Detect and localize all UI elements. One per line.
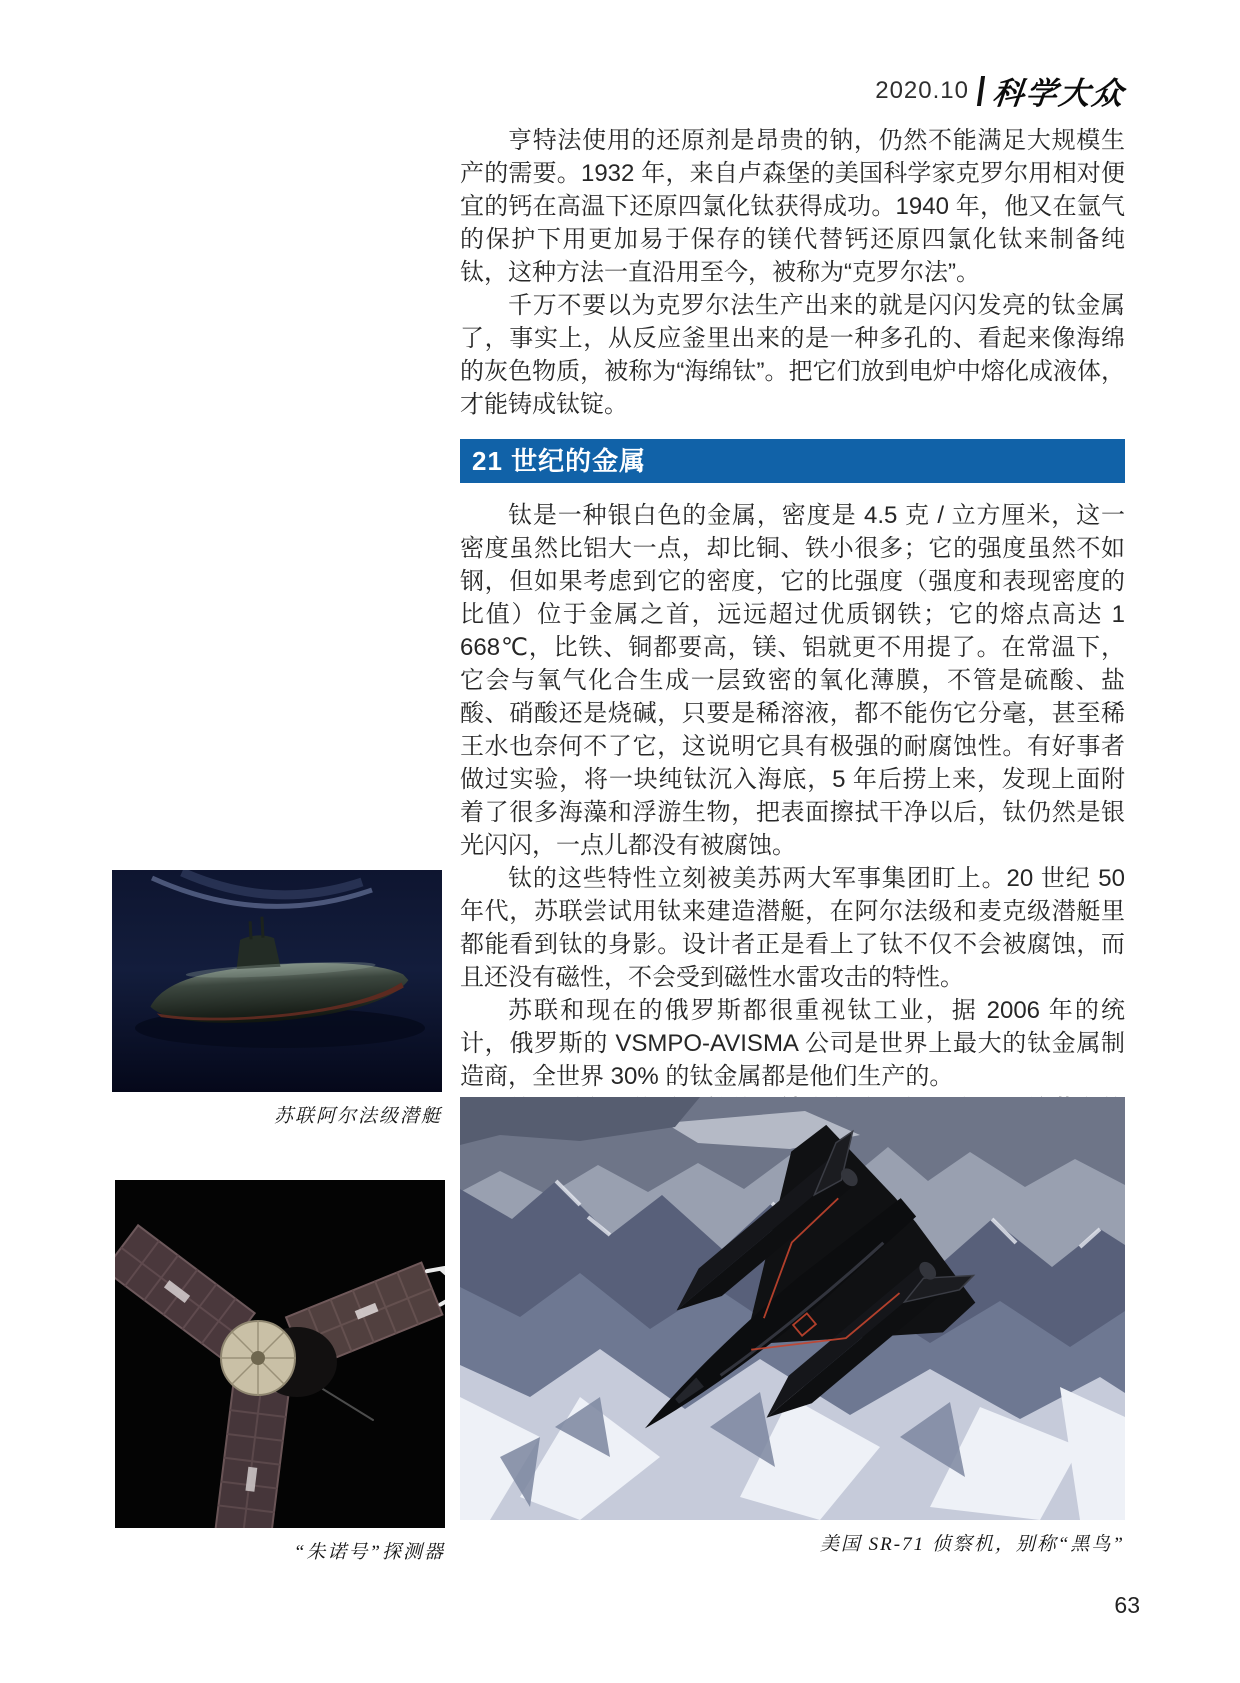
page-number: 63 [1114, 1592, 1140, 1618]
paragraph: 亨特法使用的还原剂是昂贵的钠，仍然不能满足大规模生产的需要。1932 年，来自卢森堡的美国科学家克罗尔用相对便宜的钙在高温下还原四氯化钛获得成功。1940 年，他又在氩气的保护下用更加易于保存的镁代替钙还原四氯化钛来制备纯钛，这种方法一直沿用至今，被称为“克罗尔法”。 [460, 127, 1125, 286]
header-divider [977, 76, 985, 106]
issue-date: 2020.10 [875, 76, 969, 104]
magazine-logo: 科学大众 [990, 76, 1127, 112]
figure-submarine [112, 870, 442, 1128]
section-heading: 21 世纪的金属 [460, 439, 1125, 483]
paragraph: 钛是一种银白色的金属，密度是 4.5 克 / 立方厘米，这一密度虽然比铝大一点，却比铜、铁小很多；它的强度虽然不如钢，但如果考虑到它的密度，它的比强度（强度和表现密度的比值）位于金属之首，远远超过优质钢铁；它的熔点高达 1 668℃，比铁、铜都要高，镁、铝就更不用提了。在常温下，它会与氧气化合生成一层致密的氧化薄膜，不管是硫酸、盐酸、硝酸还是烧碱，只要是稀溶液，都不能伤它分毫，甚至稀王水也奈何不了它，这说明它具有极强的耐腐蚀性。有好事者做过实验，将一块纯钛沉入海底，5 年后捞上来，发现上面附着了很多海藻和浮游生物，把表面擦拭干净以后，钛仍然是银光闪闪，一点儿都没有被腐蚀。 [460, 502, 1125, 859]
paragraph: 千万不要以为克罗尔法生产出来的就是闪闪发亮的钛金属了，事实上，从反应釜里出来的是一种多孔的、看起来像海绵的灰色物质，被称为“海绵钛”。把它们放到电炉中熔化成液体，才能铸成钛锭。 [460, 292, 1125, 418]
figure-sr71 [460, 1097, 1125, 1556]
submarine-caption: 苏联阿尔法级潜艇 [273, 1106, 442, 1127]
sr71-caption: 美国 SR-71 侦察机，别称“黑鸟” [819, 1534, 1125, 1555]
juno-caption: “朱诺号”探测器 [293, 1542, 445, 1563]
paragraph: 钛的这些特性立刻被美苏两大军事集团盯上。20 世纪 50 年代，苏联尝试用钛来建造潜艇，在阿尔法级和麦克级潜艇里都能看到钛的身影。设计者正是看上了钛不仅不会被腐蚀，而且还没有磁性，不会受到磁性水雷攻击的特性。 [460, 865, 1125, 991]
sr71-photo [460, 1097, 1125, 1520]
submarine-photo [112, 870, 442, 1092]
juno-photo [115, 1180, 445, 1528]
figure-juno [115, 1180, 445, 1564]
page-header [875, 68, 1125, 113]
paragraph: 苏联和现在的俄罗斯都很重视钛工业，据 2006 年的统计，俄罗斯的 VSMPO-AVISMA 公司是世界上最大的钛金属制造商，全世界 30% 的钛金属都是他们生产的。 [460, 997, 1125, 1090]
